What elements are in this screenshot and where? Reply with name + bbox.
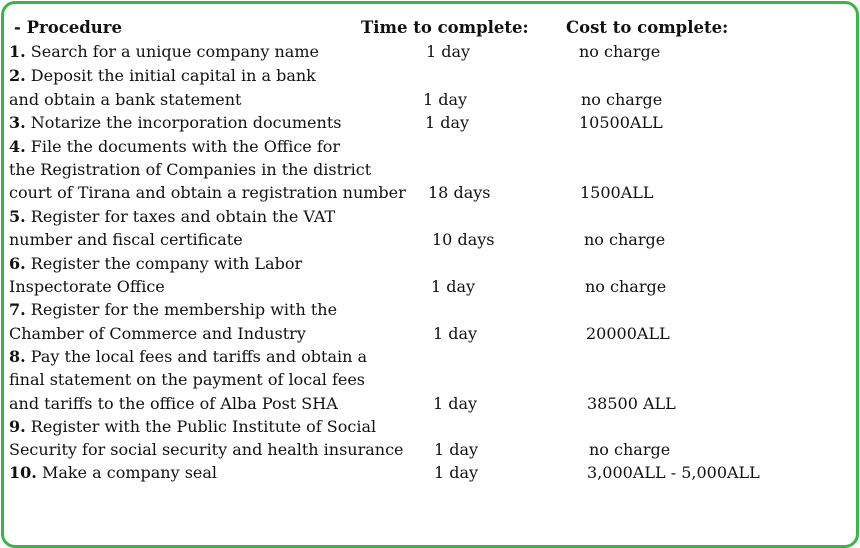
step-1-time: 1 day (426, 42, 471, 61)
step-9-time: 1 day (434, 440, 479, 459)
step-4-line-1: 4. File the documents with the Office for (9, 137, 341, 156)
header-cost: Cost to complete: (566, 18, 729, 37)
step-2-line-1: 2. Deposit the initial capital in a bank (9, 66, 316, 85)
step-6-number: 6. (9, 254, 26, 273)
header-time: Time to complete: (361, 18, 529, 37)
step-8-line-1: 8. Pay the local fees and tariffs and obtain a (9, 347, 368, 366)
step-5-time: 10 days (432, 230, 495, 249)
step-9-cost: no charge (589, 440, 671, 459)
step-6-cost: no charge (585, 277, 667, 296)
step-2-number: 2. (9, 66, 26, 85)
procedure-table-frame (1, 1, 859, 548)
step-5-line-2: number and fiscal certificate (9, 230, 243, 249)
step-9-number: 9. (9, 417, 26, 436)
step-5-line-1: 5. Register for taxes and obtain the VAT (9, 207, 336, 226)
step-7-line-1: 7. Register for the membership with the (9, 300, 338, 319)
step-5-cost: no charge (584, 230, 666, 249)
step-6-line-1: 6. Register the company with Labor (9, 254, 303, 273)
step-5-number: 5. (9, 207, 26, 226)
step-6-time: 1 day (431, 277, 476, 296)
step-10-cost: 3,000ALL - 5,000ALL (587, 463, 760, 482)
step-4-cost: 1500ALL (580, 183, 654, 202)
step-3-line-1: 3. Notarize the incorporation documents (9, 113, 342, 132)
step-7-number: 7. (9, 300, 26, 319)
step-8-number: 8. (9, 347, 26, 366)
step-1-number: 1. (9, 42, 26, 61)
step-7-time: 1 day (433, 324, 478, 343)
step-4-line-2: the Registration of Companies in the district (9, 160, 372, 179)
step-2-time: 1 day (423, 90, 468, 109)
step-4-number: 4. (9, 137, 26, 156)
step-10-number: 10. (9, 463, 37, 482)
step-8-time: 1 day (433, 394, 478, 413)
step-1-line-1: 1. Search for a unique company name (9, 42, 319, 61)
step-9-line-2: Security for social security and health insurance (9, 440, 404, 459)
step-4-time: 18 days (428, 183, 491, 202)
step-6-line-2: Inspectorate Office (9, 277, 165, 296)
step-2-line-2: and obtain a bank statement (9, 90, 242, 109)
step-8-line-3: and tariffs to the office of Alba Post SHA (9, 394, 338, 413)
header-procedure: - Procedure (14, 18, 122, 37)
step-10-line-1: 10. Make a company seal (9, 463, 218, 482)
step-2-cost: no charge (581, 90, 663, 109)
step-8-line-2: final statement on the payment of local fees (9, 370, 366, 389)
step-7-line-2: Chamber of Commerce and Industry (9, 324, 306, 343)
step-9-line-1: 9. Register with the Public Institute of Social (9, 417, 377, 436)
step-8-cost: 38500 ALL (587, 394, 676, 413)
step-10-time: 1 day (434, 463, 479, 482)
step-3-cost: 10500ALL (579, 113, 663, 132)
step-3-number: 3. (9, 113, 26, 132)
step-1-cost: no charge (579, 42, 661, 61)
step-7-cost: 20000ALL (586, 324, 670, 343)
step-4-line-3: court of Tirana and obtain a registration number (9, 183, 406, 202)
step-3-time: 1 day (425, 113, 470, 132)
